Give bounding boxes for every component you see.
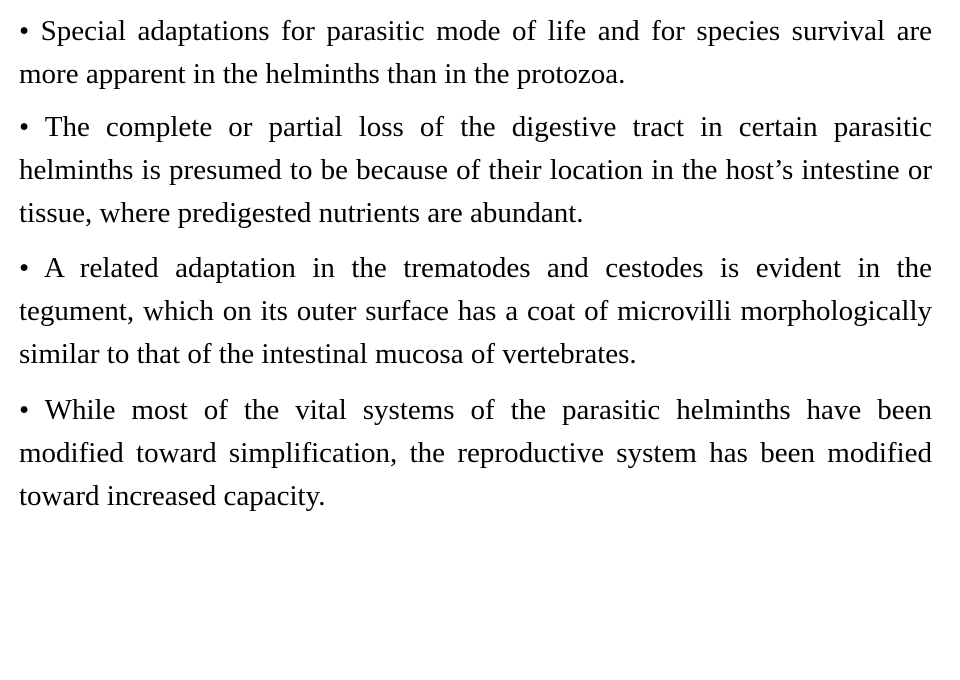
bullet-paragraph-reproductive-system: • While most of the vital systems of the parasitic helminths have been modified toward simplification, the reproductive system has been modified toward increased capacity. — [19, 394, 932, 512]
bullet-paragraph-adaptations: • Special adaptations for parasitic mode of life and for species survival are more apparent in the helminths than in the protozoa. — [19, 15, 932, 90]
bullet-paragraph-digestive-tract: • The complete or partial loss of the digestive tract in certain parasitic helminths is presumed to be because of their location in the host’s intestine or tissue, where predigested nutrients are abundant. — [19, 111, 932, 229]
bullet-paragraph-tegument: • A related adaptation in the trematodes and cestodes is evident in the tegument, which on its outer surface has a coat of microvilli morphologically similar to that of the intestinal mucosa of vertebrates. — [19, 252, 932, 370]
